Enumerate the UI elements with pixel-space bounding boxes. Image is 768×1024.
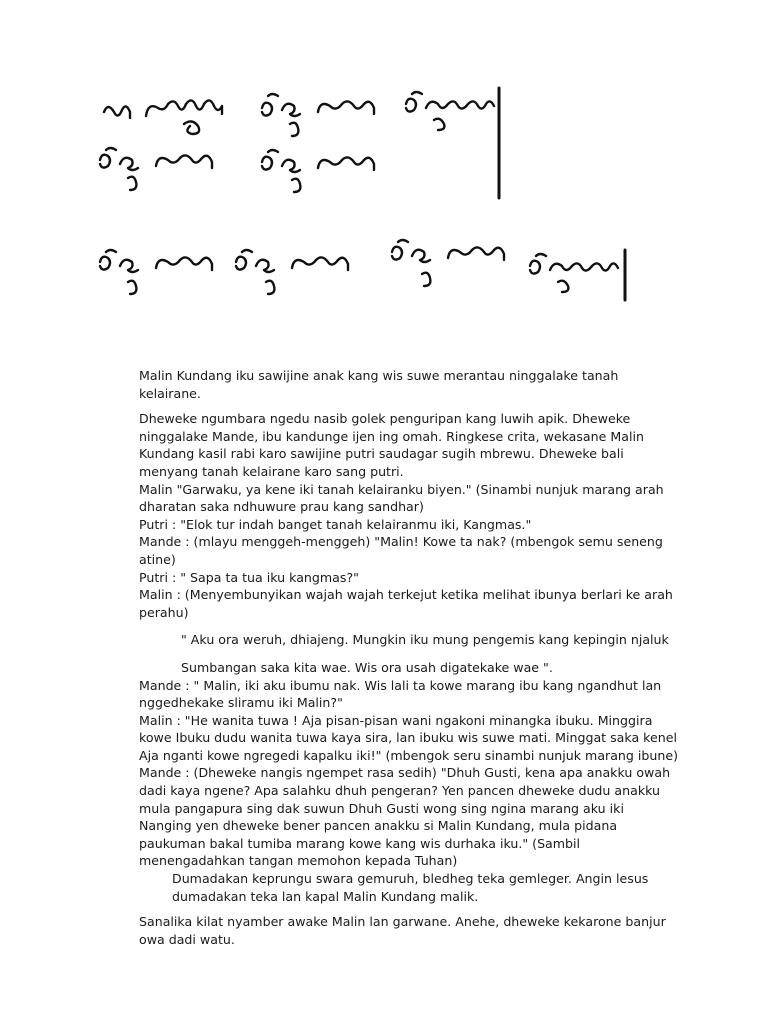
script-word	[262, 150, 374, 192]
script-word	[100, 250, 212, 294]
dialogue-line: " Aku ora weruh, dhiajeng. Mungkin iku mung pengemis kang kepingin njaluk	[181, 632, 669, 648]
script-word	[100, 148, 212, 190]
dialogue-line: Mande : (mlayu menggeh-menggeh) "Malin! Kowe ta nak? (mbengok semu seneng atine)	[139, 534, 663, 567]
script-word	[392, 240, 504, 286]
dialogue-line: Malin : (Menyembunyikan wajah wajah terkejut ketika melihat ibunya berlari ke arah perahu)	[139, 587, 673, 620]
dialogue-line: Putri : "Elok tur indah banget tanah kelairanmu iki, Kangmas."	[139, 516, 532, 532]
dialogue-line: Sumbangan saka kita wae. Wis ora usah digatekake wae ".	[181, 659, 553, 675]
narration-ending: Dumadakan keprungu swara gemuruh, bledheg teka gemleger. Angin lesus dumadakan teka lan kapal Malin Kundang malik.	[172, 871, 649, 904]
script-word	[262, 94, 374, 136]
paragraph-summary: Dheweke ngumbara ngedu nasib golek penguripan kang luwih apik. Dheweke ninggalake Mande, ibu kandunge ijen ing omah. Ringkese crita, wekasane Malin Kundang kasil rabi karo sawijine putri saudagar sugih mbrewu. Dheweke bali menyang tanah kelairane karo sang putri.	[139, 411, 644, 479]
script-word	[104, 100, 222, 134]
script-word	[406, 92, 494, 130]
script-word	[530, 254, 618, 292]
script-word	[236, 250, 348, 294]
story-text	[139, 367, 679, 948]
paragraph-intro: Malin Kundang iku sawijine anak kang wis suwe merantau ninggalake tanah kelairane.	[139, 368, 619, 401]
dialogue-line: Putri : " Sapa ta tua iku kangmas?"	[139, 569, 359, 585]
narration-final: Sanalika kilat nyamber awake Malin lan garwane. Anehe, dheweke kekarone banjur owa dadi watu.	[139, 914, 666, 947]
dialogue-line: Malin : "He wanita tuwa ! Aja pisan-pisan wani ngakoni minangka ibuku. Minggira kowe Ibuku dudu wanita tuwa kaya sira, lan ibuku wis suwe mati. Minggat saka kenel Aja nganti kowe ngregedi kapalku iki!" (mbengok seru sinambi nunjuk marang ibune)	[139, 712, 679, 763]
dialogue-line: Mande : (Dheweke nangis ngempet rasa sedih) "Dhuh Gusti, kena apa anakku owah dadi kaya ngene? Apa salahku dhuh pengeran? Yen pancen dheweke dudu anakku mula pangapura sing dak suwun Dhuh Gusti wong sing ngina marang aku iki Nanging yen dheweke bener pancen anakku si Malin Kundang, mula pidana paukuman bakal tumiba marang kowe kang wis durhaka iku." (Sambil menengadahkan tangan memohon kepada Tuhan)	[139, 765, 671, 869]
dialogue-line: Malin "Garwaku, ya kene iki tanah kelairanku biyen." (Sinambi nunjuk marang arah dharatan saka ndhuwure prau kang sandhar)	[139, 481, 664, 515]
javanese-script-image	[0, 0, 768, 330]
dialogue-line: Mande : " Malin, iki aku ibumu nak. Wis lali ta kowe marang ibu kang ngandhut lan nggedhekake sliramu iki Malin?"	[139, 677, 662, 711]
